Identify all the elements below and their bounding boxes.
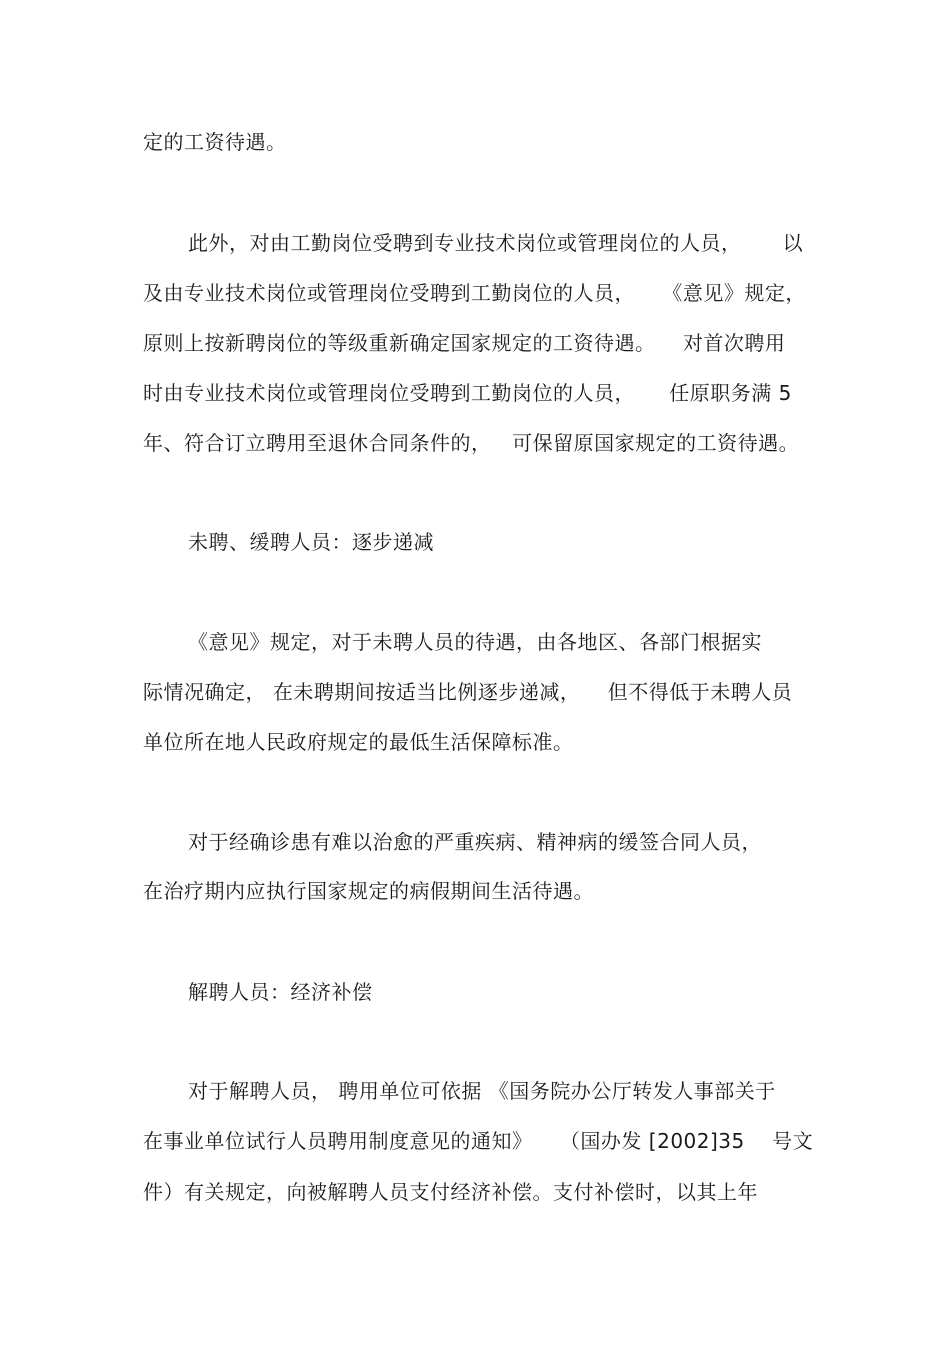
section-heading: 解聘人员：经济补偿 xyxy=(188,980,373,1004)
section-heading: 未聘、缓聘人员：逐步递减 xyxy=(188,530,434,554)
paragraph-line: 《意见》规定，对于未聘人员的待遇，由各地区、各部门根据实 xyxy=(188,630,762,654)
paragraph-line: 年、符合订立聘用至退休合同条件的， 可保留原国家规定的工资待遇。 xyxy=(143,431,800,455)
paragraph-line: 单位所在地人民政府规定的最低生活保障标准。 xyxy=(143,730,574,754)
paragraph-line: 对于经确诊患有难以治愈的严重疾病、精神病的缓签合同人员， xyxy=(188,830,762,854)
paragraph-line: 时由专业技术岗位或管理岗位受聘到工勤岗位的人员， 任原职务满 5 xyxy=(143,381,792,405)
paragraph-line: 在治疗期内应执行国家规定的病假期间生活待遇。 xyxy=(143,879,594,903)
paragraph-line: 际情况确定， 在未聘期间按适当比例逐步递减， 但不得低于未聘人员 xyxy=(143,680,793,704)
paragraph-line: 定的工资待遇。 xyxy=(143,130,287,154)
paragraph-line: 对于解聘人员， 聘用单位可依据 《国务院办公厅转发人事部关于 xyxy=(188,1079,776,1103)
paragraph-line: 原则上按新聘岗位的等级重新确定国家规定的工资待遇。 对首次聘用 xyxy=(143,331,786,355)
paragraph-line: 此外，对由工勤岗位受聘到专业技术岗位或管理岗位的人员， 以 xyxy=(188,231,804,255)
paragraph-line: 件）有关规定，向被解聘人员支付经济补偿。支付补偿时，以其上年 xyxy=(143,1180,758,1204)
paragraph-line: 及由专业技术岗位或管理岗位受聘到工勤岗位的人员， 《意见》规定， xyxy=(143,281,806,305)
paragraph-line: 在事业单位试行人员聘用制度意见的通知》 （国办发 [2002]35 号文 xyxy=(143,1129,814,1153)
